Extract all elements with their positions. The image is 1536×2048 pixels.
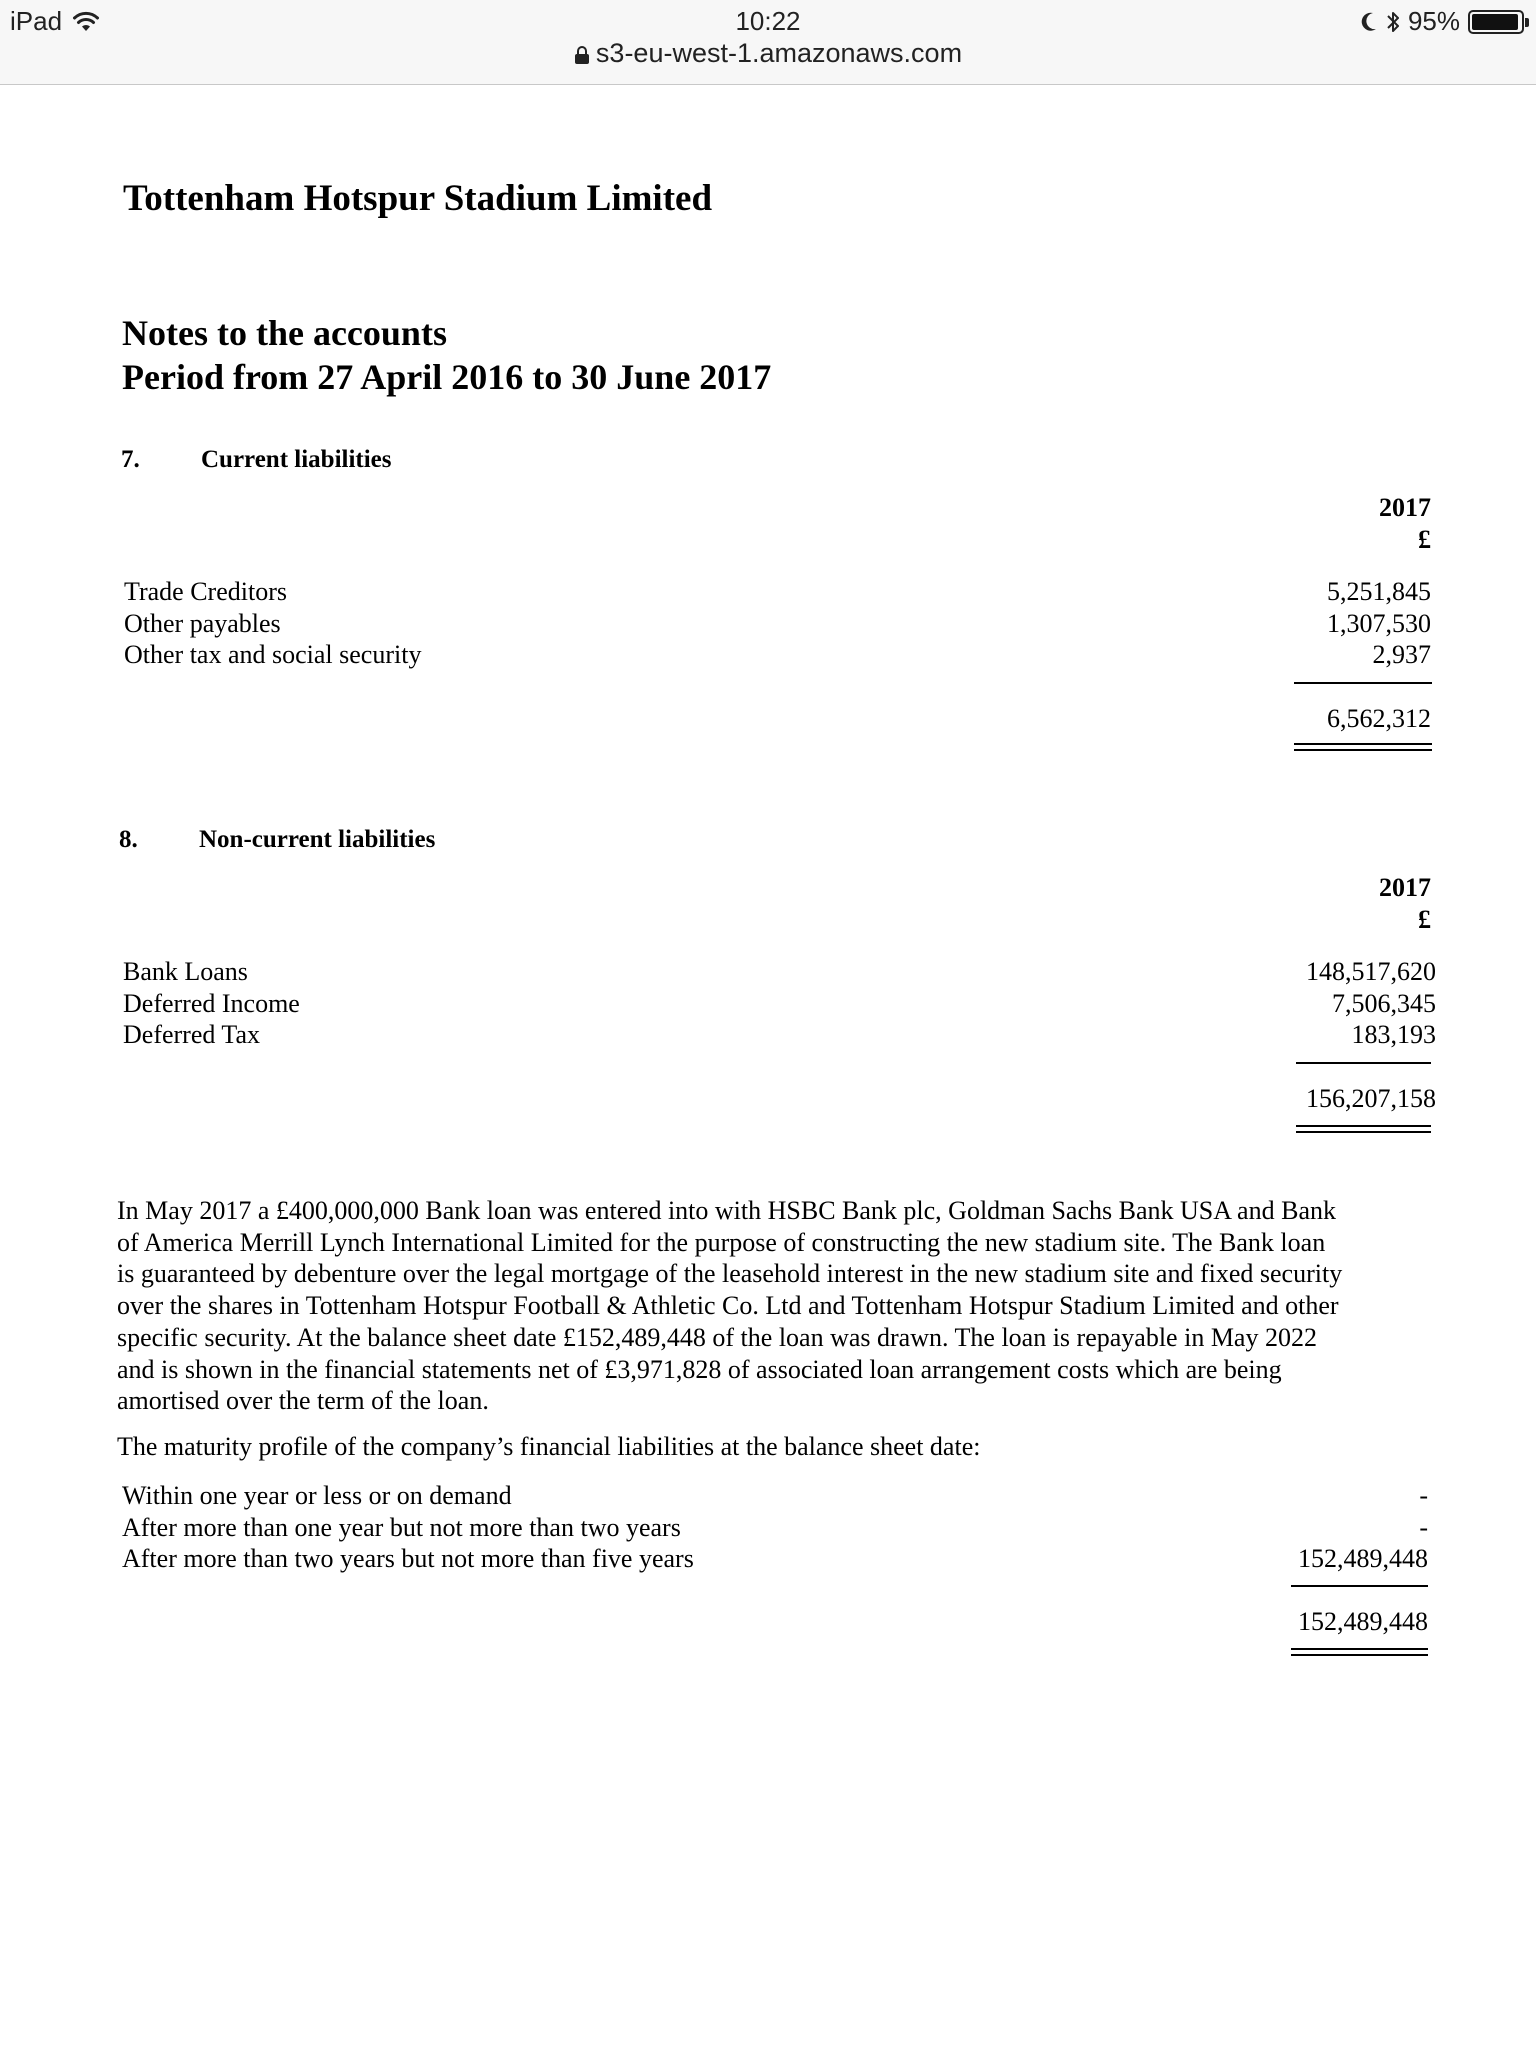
note8-currency: £: [1418, 905, 1431, 934]
paragraph-line: amortised over the term of the loan.: [117, 1386, 489, 1416]
note8-total: 156,207,158: [1306, 1084, 1436, 1113]
clock: 10:22: [735, 6, 801, 36]
notes-heading: [122, 311, 771, 399]
maturity-total-rule-1: [1291, 1648, 1428, 1650]
note8-total-rule-1: [1296, 1125, 1431, 1127]
moon-icon: [1360, 11, 1378, 33]
list-item: Other tax and social security: [124, 640, 422, 669]
battery-nub: [1525, 18, 1529, 27]
paragraph-line: specific security. At the balance sheet date £152,489,448 of the loan was drawn. The loan is repayable in May 2022: [117, 1322, 1317, 1352]
status-bar: [0, 0, 1536, 85]
note8-number: 8.: [119, 826, 138, 853]
status-right: [1360, 6, 1524, 37]
battery-icon: [1468, 10, 1524, 34]
note7-total-rule-1: [1294, 743, 1432, 745]
paragraph-line: In May 2017 a £400,000,000 Bank loan was entered into with HSBC Bank plc, Goldman Sachs Bank USA and Bank: [117, 1196, 1336, 1225]
list-item: Bank Loans: [123, 957, 248, 986]
list-item: Within one year or less or on demand: [122, 1481, 512, 1510]
note8-column-header: [1271, 872, 1431, 936]
battery-fill: [1472, 14, 1518, 30]
paragraph-line: of America Merrill Lynch International Limited for the purpose of constructing the new stadium site. The Bank loan: [117, 1227, 1326, 1257]
paragraph-line: and is shown in the financial statements net of £3,971,828 of associated loan arrangement costs which are being: [117, 1354, 1282, 1384]
list-value: -: [1419, 1512, 1428, 1542]
loan-paragraph: [117, 1195, 1447, 1417]
note7-values: [1171, 576, 1431, 671]
note7-subtotal-rule: [1294, 682, 1432, 684]
list-item: Deferred Income: [123, 988, 300, 1018]
list-value: 7,506,345: [1332, 988, 1436, 1018]
list-item: Trade Creditors: [124, 577, 287, 606]
paragraph-line: over the shares in Tottenham Hotspur Football & Athletic Co. Ltd and Tottenham Hotspur Stadium Limited and other: [117, 1291, 1339, 1321]
list-value: 5,251,845: [1327, 577, 1431, 606]
note7-total: 6,562,312: [1327, 704, 1431, 733]
note8-title: Non-current liabilities: [199, 826, 436, 853]
note8-total-rule-2: [1296, 1131, 1431, 1133]
paragraph-line: is guaranteed by debenture over the legal mortgage of the leasehold interest in the new stadium site and fixed security: [117, 1259, 1343, 1289]
note7-title: Current liabilities: [201, 446, 392, 473]
maturity-subtotal-rule: [1291, 1585, 1428, 1587]
notes-title: Notes to the accounts: [122, 313, 447, 353]
maturity-values: [1168, 1480, 1428, 1575]
list-value: 1,307,530: [1327, 608, 1431, 638]
maturity-intro: The maturity profile of the company’s financial liabilities at the balance sheet date:: [117, 1432, 981, 1461]
period-title: Period from 27 April 2016 to 30 June 2017: [122, 357, 772, 397]
note8-labels: [123, 956, 300, 1051]
list-value: -: [1419, 1481, 1428, 1510]
note7-labels: [124, 576, 421, 671]
maturity-labels: [122, 1480, 694, 1575]
list-item: Other payables: [124, 608, 281, 638]
note7-column-header: [1271, 492, 1431, 556]
maturity-total: 152,489,448: [1298, 1607, 1428, 1636]
address-bar[interactable]: [0, 38, 1536, 69]
maturity-total-rule-2: [1291, 1654, 1428, 1656]
url-text: s3-eu-west-1.amazonaws.com: [595, 38, 963, 68]
list-item: After more than two years but not more than five years: [122, 1544, 694, 1573]
list-value: 152,489,448: [1298, 1544, 1428, 1573]
note7-total-rule-2: [1294, 749, 1432, 751]
list-value: 2,937: [1372, 640, 1431, 669]
document-page: [0, 85, 1536, 2048]
list-item: Deferred Tax: [123, 1020, 261, 1049]
list-item: After more than one year but not more than two years: [122, 1512, 681, 1542]
battery-percent: 95%: [1407, 6, 1460, 36]
bluetooth-icon: [1386, 10, 1400, 34]
lock-icon: [574, 45, 590, 65]
list-value: 183,193: [1351, 1020, 1436, 1049]
note7-year: 2017: [1379, 493, 1431, 522]
company-name: Tottenham Hotspur Stadium Limited: [123, 178, 713, 219]
note8-year: 2017: [1379, 873, 1431, 902]
list-value: 148,517,620: [1306, 957, 1436, 986]
note7-number: 7.: [121, 446, 140, 473]
note7-currency: £: [1418, 525, 1431, 554]
note8-values: [1176, 956, 1436, 1051]
note8-subtotal-rule: [1296, 1062, 1431, 1064]
device-name: iPad: [10, 6, 63, 36]
